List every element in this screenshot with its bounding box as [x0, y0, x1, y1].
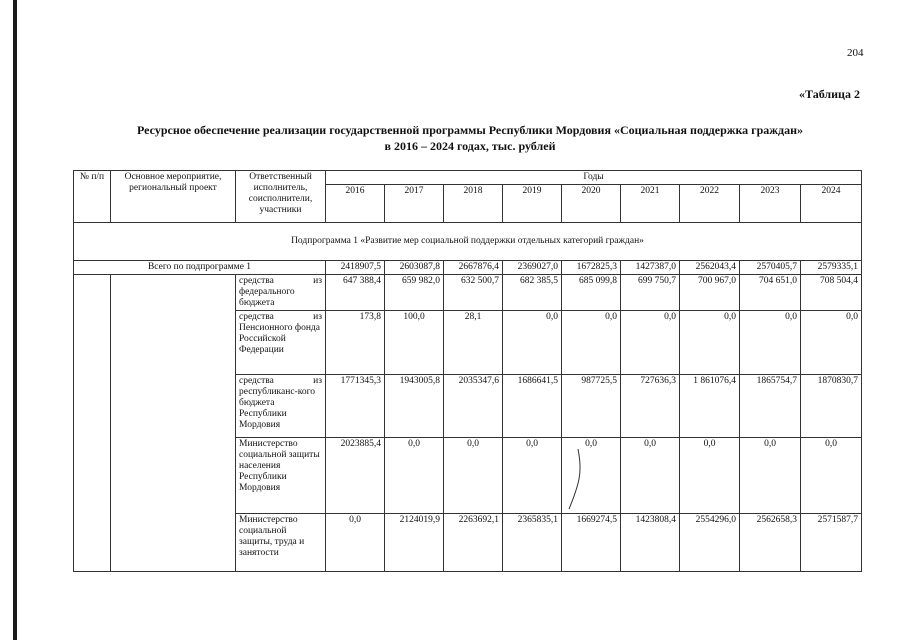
source-word: средства: [239, 376, 274, 386]
value-cell: 0,0: [562, 438, 621, 514]
header-year: 2023: [740, 185, 801, 223]
source-iz: из: [313, 376, 322, 386]
total-label: Всего по подпрограмме 1: [74, 261, 326, 275]
value-cell: 0,0: [740, 438, 801, 514]
total-value: 2579335,1: [801, 261, 862, 275]
subprogram-title: Подпрограмма 1 «Развитие мер социальной поддержки отдельных категорий граждан»: [74, 223, 862, 261]
total-value: 2418907,5: [326, 261, 385, 275]
value-cell: 682 385,5: [503, 275, 562, 311]
value-cell: 0,0: [326, 514, 385, 572]
header-year: 2017: [385, 185, 444, 223]
source-rest: федерального бюджета: [239, 287, 295, 308]
value-cell: 173,8: [326, 311, 385, 375]
value-cell: 1 861076,4: [680, 375, 740, 438]
empty-activity-cell: [111, 275, 236, 572]
total-value: 2570405,7: [740, 261, 801, 275]
value-cell: 100,0: [385, 311, 444, 375]
value-cell: 987725,5: [562, 375, 621, 438]
value-cell: 1771345,3: [326, 375, 385, 438]
source-rest: республиканс-кого бюджета Республики Мордовия: [239, 387, 315, 430]
source-word: средства: [239, 312, 274, 322]
source-cell: [236, 311, 326, 375]
header-year: 2021: [621, 185, 680, 223]
header-year: 2022: [680, 185, 740, 223]
total-value: 1427387,0: [621, 261, 680, 275]
value-cell: 685 099,8: [562, 275, 621, 311]
value-cell: 727636,3: [621, 375, 680, 438]
value-cell: 700 967,0: [680, 275, 740, 311]
value-cell: 1669274,5: [562, 514, 621, 572]
header-executor: Ответственный исполнитель, соисполнители, участники: [236, 171, 326, 223]
value-cell: 2035347,6: [444, 375, 503, 438]
title-line-2: в 2016 – 2024 годах, тыс. рублей: [384, 139, 556, 153]
total-value: 2562043,4: [680, 261, 740, 275]
value-cell: 2023885,4: [326, 438, 385, 514]
header-year: 2016: [326, 185, 385, 223]
source-rest: Пенсионного фонда Российской Федерации: [239, 323, 320, 355]
source-iz: из: [313, 276, 322, 286]
value-cell: 0,0: [680, 311, 740, 375]
source-cell: [236, 514, 326, 572]
source-word: средства: [239, 276, 274, 286]
value-cell: 2124019,9: [385, 514, 444, 572]
table-reference: «Таблица 2: [799, 87, 860, 101]
value-cell: 699 750,7: [621, 275, 680, 311]
value-cell: 632 500,7: [444, 275, 503, 311]
header-year: 2018: [444, 185, 503, 223]
total-value: 2667876,4: [444, 261, 503, 275]
value-cell: 0,0: [621, 438, 680, 514]
value-cell: 1423808,4: [621, 514, 680, 572]
scan-edge-bar: [13, 0, 17, 640]
value-cell: 2562658,3: [740, 514, 801, 572]
document-title: [70, 122, 870, 154]
header-year: 2019: [503, 185, 562, 223]
value-cell: 708 504,4: [801, 275, 862, 311]
value-cell: 1943005,8: [385, 375, 444, 438]
value-cell: 0,0: [621, 311, 680, 375]
value-cell: 0,0: [740, 311, 801, 375]
source-iz: из: [313, 312, 322, 322]
header-year: 2024: [801, 185, 862, 223]
empty-num-cell: [74, 275, 111, 572]
value-cell: 0,0: [680, 438, 740, 514]
header-activity: Основное мероприятие, региональный проект: [111, 171, 236, 223]
page-number: 204: [847, 47, 864, 59]
value-cell: 0,0: [503, 311, 562, 375]
value-cell: 1686641,5: [503, 375, 562, 438]
resource-table: [73, 170, 862, 572]
value-cell: 1870830,7: [801, 375, 862, 438]
value-cell: 659 982,0: [385, 275, 444, 311]
total-value: 2603087,8: [385, 261, 444, 275]
source-cell: [236, 275, 326, 311]
value-cell: 0,0: [503, 438, 562, 514]
header-num: № п/п: [74, 171, 111, 223]
value-cell: 2365835,1: [503, 514, 562, 572]
value-cell: 0,0: [444, 438, 503, 514]
value-cell: 2554296,0: [680, 514, 740, 572]
value-cell: 0,0: [801, 438, 862, 514]
source-cell: [236, 375, 326, 438]
value-cell: 704 651,0: [740, 275, 801, 311]
value-cell: 0,0: [385, 438, 444, 514]
source-cell: [236, 438, 326, 514]
source-rest: Министерство социальной защиты населения Республики Мордовия: [239, 439, 320, 493]
value-cell: 2571587,7: [801, 514, 862, 572]
value-cell: 0,0: [562, 311, 621, 375]
total-value: 2369027,0: [503, 261, 562, 275]
handwritten-pen-mark: [566, 447, 586, 511]
value-cell: 2263692,1: [444, 514, 503, 572]
total-value: 1672825,3: [562, 261, 621, 275]
value-cell: 1865754,7: [740, 375, 801, 438]
header-years-label: Годы: [326, 171, 862, 185]
header-year: 2020: [562, 185, 621, 223]
value-cell: 28,1: [444, 311, 503, 375]
title-line-1: Ресурсное обеспечение реализации государственной программы Республики Мордовия «Социальная поддержка граждан»: [137, 123, 803, 137]
value-cell: 647 388,4: [326, 275, 385, 311]
source-rest: Министерство социальной защиты, труда и занятости: [239, 515, 305, 558]
value-cell: 0,0: [801, 311, 862, 375]
